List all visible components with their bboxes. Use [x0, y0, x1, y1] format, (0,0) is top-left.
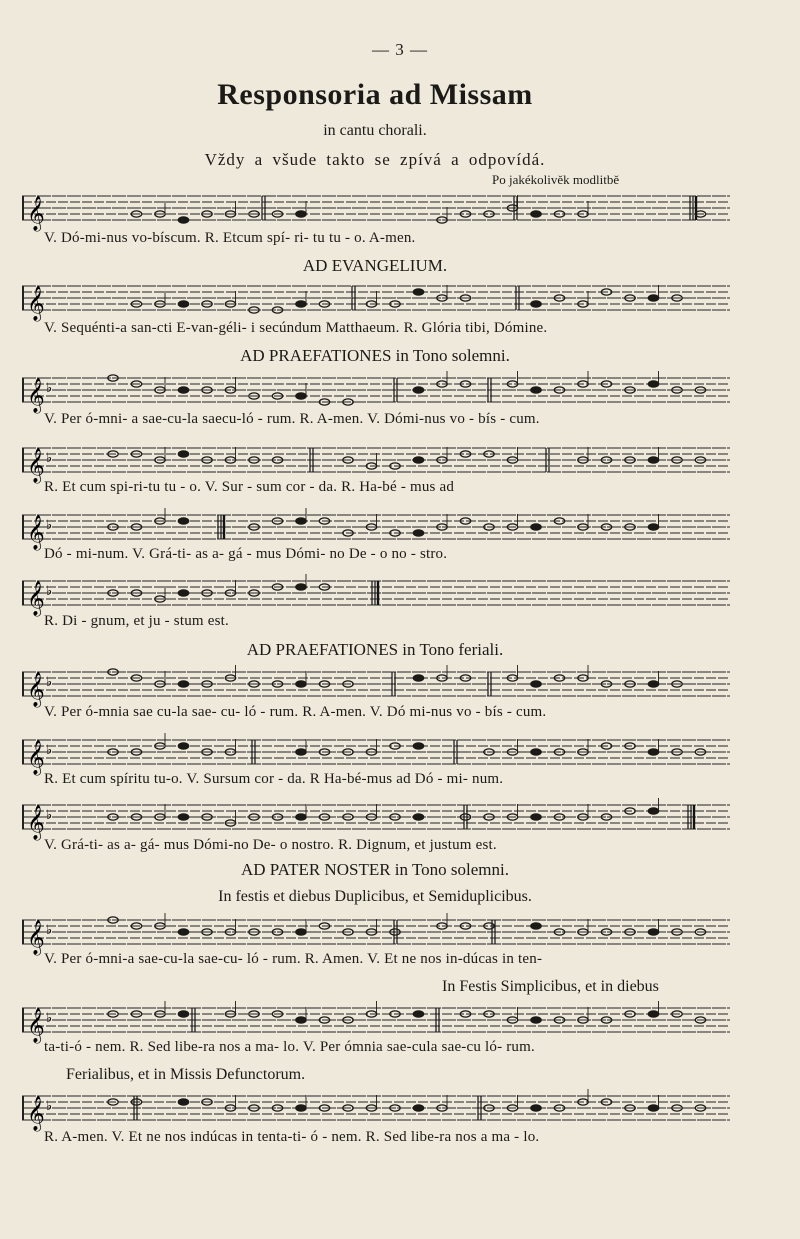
clef-icon: 𝄞	[27, 378, 45, 413]
note-head	[413, 814, 423, 820]
clef-icon: 𝄞	[27, 196, 45, 231]
note-head	[178, 451, 188, 457]
staff-svg	[22, 732, 730, 776]
staff-svg	[22, 797, 730, 841]
note-head	[296, 518, 306, 524]
note-head	[413, 289, 423, 295]
instruction: Vždy a všude takto se zpívá a odpovídá.	[204, 150, 546, 169]
note-head	[296, 301, 306, 307]
clef-icon: 𝄞	[27, 805, 45, 840]
note-head	[178, 518, 188, 524]
note-head	[648, 929, 658, 935]
note-head	[178, 217, 188, 223]
staff-svg	[22, 440, 730, 484]
heading-pater-noster: AD PATER NOSTER in Tono solemni.	[240, 860, 509, 879]
note-head	[413, 1011, 423, 1017]
note-head	[178, 387, 188, 393]
flat-icon: ♭	[46, 675, 53, 690]
note-head	[296, 393, 306, 399]
staff-svg	[22, 188, 730, 232]
rubric-ferialibus: Ferialibus, et in Missis Defunctorum.	[66, 1066, 306, 1083]
note-head	[178, 590, 188, 596]
staff	[22, 370, 730, 414]
lyric-line: R. Et cum spíritu tu-o. V. Sursum cor - da. R Ha-bé-mus ad Dó - mi- num.	[44, 771, 504, 787]
staff	[22, 664, 730, 708]
staff	[22, 1088, 730, 1132]
lyric-line: V. Dó-mi-nus vo-bíscum. R. Etcum spí- ri- tu tu - o. A-men.	[44, 230, 416, 246]
page-number: — 3 —	[372, 40, 428, 59]
lyric-line: R. Et cum spi-ri-tu tu - o. V. Sur - sum cor - da. R. Ha-bé - mus ad	[44, 479, 455, 495]
flat-icon: ♭	[46, 381, 53, 396]
note-head	[296, 584, 306, 590]
note-head	[531, 814, 541, 820]
flat-icon: ♭	[46, 518, 53, 533]
note-head	[178, 1099, 188, 1105]
note-head	[648, 681, 658, 687]
lyric-line: V. Per ó-mni- a sae-cu-la saecu-ló - rum. R. A-men. V. Dómi-nus vo - bís - cum.	[44, 411, 540, 427]
flat-icon: ♭	[46, 808, 53, 823]
note-head	[413, 387, 423, 393]
rubric-festis-simplicibus: In Festis Simplicibus, et in diebus	[442, 978, 659, 995]
clef-icon: 𝄞	[27, 1008, 45, 1043]
note-head	[296, 814, 306, 820]
lyric-line: ta-ti-ó - nem. R. Sed libe-ra nos a ma- lo. V. Per ómnia sae-cula sae-cu ló- rum.	[44, 1039, 535, 1055]
page-title: Responsoria ad Missam	[217, 78, 533, 111]
note-head	[531, 923, 541, 929]
note-head	[648, 749, 658, 755]
note-head	[178, 301, 188, 307]
staff-svg	[22, 664, 730, 708]
clef-icon: 𝄞	[27, 286, 45, 321]
staff-svg	[22, 1000, 730, 1044]
lyric-line: R. Di - gnum, et ju - stum est.	[44, 613, 229, 629]
note-head	[531, 387, 541, 393]
clef-icon: 𝄞	[27, 1096, 45, 1131]
staff	[22, 188, 730, 232]
staff-svg	[22, 507, 730, 551]
note-head	[178, 743, 188, 749]
staff	[22, 573, 730, 617]
staff-svg	[22, 912, 730, 956]
note-after-prayer: Po jakékolivěk modlitbě	[492, 172, 620, 187]
note-head	[413, 675, 423, 681]
note-head	[648, 457, 658, 463]
staff	[22, 278, 730, 322]
lyric-line: V. Sequénti-a san-cti E-van-géli- i secúndum Matthaeum. R. Glória tibi, Dómine.	[44, 320, 548, 336]
clef-icon: 𝄞	[27, 920, 45, 955]
staff	[22, 1000, 730, 1044]
flat-icon: ♭	[46, 584, 53, 599]
note-head	[178, 681, 188, 687]
staff	[22, 912, 730, 956]
note-head	[296, 1017, 306, 1023]
note-head	[178, 1011, 188, 1017]
flat-icon: ♭	[46, 923, 53, 938]
note-head	[531, 211, 541, 217]
note-head	[648, 1011, 658, 1017]
note-head	[296, 681, 306, 687]
note-head	[531, 749, 541, 755]
note-head	[531, 1105, 541, 1111]
lyric-line: Dó - mi-num. V. Grá-ti- as a- gá - mus Dómi- no De - o no - stro.	[44, 546, 448, 562]
flat-icon: ♭	[46, 451, 53, 466]
staff-svg	[22, 370, 730, 414]
staff	[22, 440, 730, 484]
note-head	[178, 929, 188, 935]
note-head	[648, 524, 658, 530]
clef-icon: 𝄞	[27, 448, 45, 483]
flat-icon: ♭	[46, 743, 53, 758]
clef-icon: 𝄞	[27, 581, 45, 616]
heading-praefationes-feriali: AD PRAEFATIONES in Tono feriali.	[246, 640, 504, 659]
note-head	[648, 295, 658, 301]
note-head	[531, 1017, 541, 1023]
clef-icon: 𝄞	[27, 740, 45, 775]
note-head	[531, 301, 541, 307]
note-head	[531, 681, 541, 687]
rubric-festis-duplicibus: In festis et diebus Duplicibus, et Semiduplicibus.	[218, 888, 532, 905]
note-head	[296, 1105, 306, 1111]
note-head	[296, 211, 306, 217]
note-head	[531, 524, 541, 530]
note-head	[413, 743, 423, 749]
staff	[22, 507, 730, 551]
note-head	[413, 530, 423, 536]
note-head	[178, 814, 188, 820]
flat-icon: ♭	[46, 1011, 53, 1026]
heading-praefationes-solemni: AD PRAEFATIONES in Tono solemni.	[240, 346, 510, 365]
lyric-line: R. A-men. V. Et ne nos indúcas in tenta-ti- ó - nem. R. Sed libe-ra nos a ma - lo.	[44, 1129, 540, 1145]
lyric-line: V. Per ó-mnia sae cu-la sae- cu- ló - rum. R. A-men. V. Dó mi-nus vo - bís - cum.	[44, 704, 547, 720]
note-head	[296, 749, 306, 755]
note-head	[296, 929, 306, 935]
note-head	[648, 808, 658, 814]
staff	[22, 797, 730, 841]
note-head	[413, 1105, 423, 1111]
note-head	[413, 457, 423, 463]
clef-icon: 𝄞	[27, 515, 45, 550]
staff-svg	[22, 1088, 730, 1132]
flat-icon: ♭	[46, 1099, 53, 1114]
staff	[22, 732, 730, 776]
clef-icon: 𝄞	[27, 672, 45, 707]
note-head	[648, 381, 658, 387]
lyric-line: V. Grá-ti- as a- gá- mus Dómi-no De- o nostro. R. Dignum, et justum est.	[44, 837, 497, 853]
note-head	[648, 1105, 658, 1111]
heading-evangelium: AD EVANGELIUM.	[302, 256, 448, 275]
lyric-line: V. Per ó-mni-a sae-cu-la sae-cu- ló - rum. R. Amen. V. Et ne nos in-dúcas in ten-	[44, 951, 543, 967]
staff-svg	[22, 278, 730, 322]
subtitle: in cantu chorali.	[323, 122, 427, 139]
staff-svg	[22, 573, 730, 617]
